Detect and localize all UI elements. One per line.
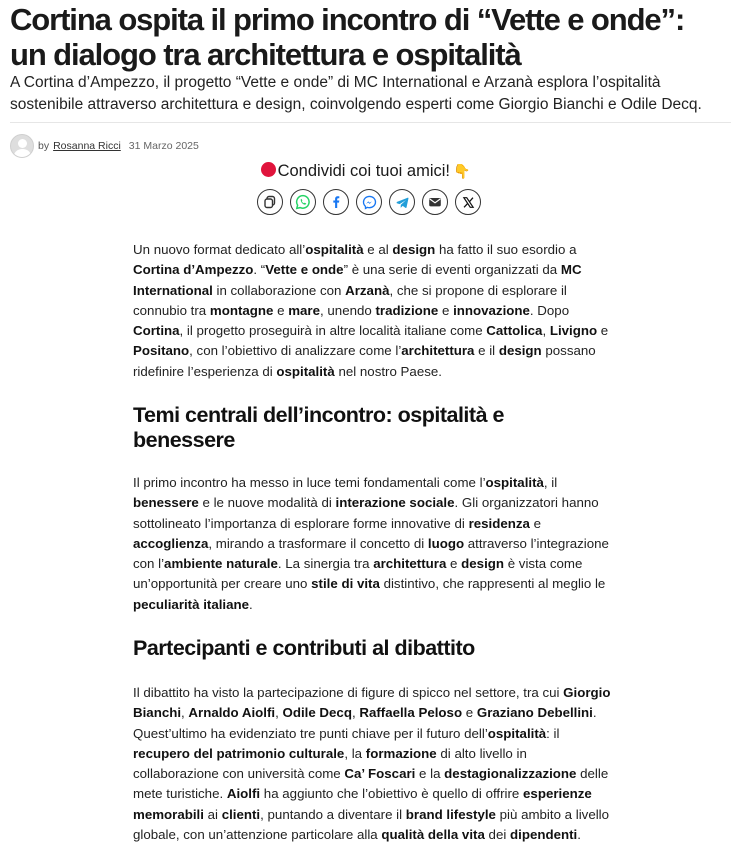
bold-term: Aiolfi	[226, 786, 261, 802]
share-heading	[0, 160, 731, 182]
bold-term: Odile Decq	[282, 705, 352, 721]
bold-term: Vette e onde	[265, 262, 344, 278]
bold-term: Livigno	[549, 323, 598, 339]
article-headline: Cortina ospita il primo incontro di “Vette e onde”: un dialogo tra architettura e ospitalità	[10, 2, 685, 72]
bold-term: qualità della vita	[381, 827, 485, 843]
byline	[10, 132, 199, 160]
x-icon	[462, 196, 475, 209]
bold-term: dipendenti	[510, 827, 578, 843]
whatsapp-icon	[295, 194, 311, 210]
bold-term: ospitalità	[305, 242, 364, 257]
bold-term: stile di vita	[311, 576, 380, 592]
bold-term: interazione sociale	[335, 495, 455, 511]
bold-term: Positano	[133, 343, 190, 359]
telegram-share-button[interactable]	[389, 189, 415, 215]
bold-term: design	[392, 242, 436, 257]
author-avatar-icon[interactable]	[10, 134, 34, 158]
bold-term: ambiente naturale	[164, 556, 278, 572]
email-share-button[interactable]	[422, 189, 448, 215]
bold-term: accoglienza	[133, 535, 209, 551]
bold-term: esperienze memorabili	[133, 786, 592, 822]
bold-term: ospitalità	[276, 363, 335, 379]
bold-term: innovazione	[453, 302, 530, 318]
bold-term: Ca’ Foscari	[344, 766, 416, 782]
copy-link-button[interactable]	[257, 189, 283, 215]
bold-term: Graziano Debellini	[476, 705, 593, 721]
publish-date: 31 Marzo 2025	[128, 140, 199, 152]
bold-term: Arnaldo Aiolfi	[188, 705, 276, 721]
bold-term: Giorgio Bianchi	[133, 685, 611, 721]
author-link[interactable]: Rosanna Ricci	[53, 140, 121, 152]
bold-term: brand lifestyle	[405, 806, 496, 822]
bold-term: Raffaella Peloso	[359, 705, 463, 721]
header-divider	[10, 122, 731, 123]
telegram-icon	[395, 195, 410, 210]
pointing-down-icon: 👇	[452, 163, 471, 179]
bold-term: mare	[288, 302, 321, 318]
section-heading-partecipanti: Partecipanti e contributi al dibattito	[133, 636, 475, 660]
facebook-icon	[329, 195, 343, 209]
bold-term: peculiarità italiane	[133, 596, 250, 612]
bold-term: ospitalità	[487, 725, 547, 741]
email-icon	[428, 195, 442, 209]
bold-term: tradizione	[375, 302, 439, 318]
bold-term: architettura	[401, 343, 475, 359]
bold-term: clienti	[221, 806, 261, 822]
article-paragraph-3: Il dibattito ha visto la partecipazione di figure di spicco nel settore, tra cui Giorgio Bianchi, Arnaldo Aiolfi, Odile Decq, Raffaella Peloso e Graziano Debellini. Quest’ultimo ha evidenziato tre punti chiave per il futuro dell’ospitalità: il recupero del patrimonio culturale, la formazione di alto livello in collaborazione con università come Ca’ Foscari e la destagionalizzazione delle mete turistiche. Aiolfi ha aggiunto che l’obiettivo è quello di offrire esperienze memorabili ai clienti, puntando a diventare il brand lifestyle più ambito a livello globale, con un’attenzione particolare alla qualità della vita dei dipendenti.	[133, 685, 611, 843]
article-paragraph-1: Un nuovo format dedicato all’ospitalità e al design ha fatto il suo esordio a Cortina d’Ampezzo. “Vette e onde” è una serie di eventi organizzati da MC International in collaborazione con Arzanà, che si propone di esplorare il connubio tra montagne e mare, unendo tradizione e innovazione. Dopo Cortina, il progetto proseguirà in altre località italiane come Cattolica, Livigno e Positano, con l’obiettivo di analizzare come l’architettura e il design possano ridefinire l’esperienza di ospitalità nel nostro Paese.	[133, 242, 609, 379]
bold-term: residenza	[468, 515, 530, 531]
article-paragraph-2: Il primo incontro ha messo in luce temi fondamentali come l’ospitalità, il benessere e le nuove modalità di interazione sociale. Gli organizzatori hanno sottolineato l’importanza di esplorare forme innovative di residenza e accoglienza, mirando a trasformare il concetto di luogo attraverso l’integrazione con l’ambiente naturale. La sinergia tra architettura e design è vista come un’opportunità per creare uno stile di vita distintivo, che rappresenti al meglio le peculiarità italiane.	[133, 475, 609, 612]
x-share-button[interactable]	[455, 189, 481, 215]
messenger-share-button[interactable]	[356, 189, 382, 215]
bold-term: formazione	[365, 745, 437, 761]
facebook-share-button[interactable]	[323, 189, 349, 215]
bold-term: MC International	[133, 262, 582, 298]
section-heading-temi-centrali: Temi centrali dell’incontro: ospitalità e benessere	[133, 403, 504, 452]
article-subheadline: A Cortina d’Ampezzo, il progetto “Vette e onde” di MC International e Arzanà esplora l’ospitalità sostenibile attraverso architettura e design, coinvolgendo esperti come Giorgio Bianchi e Odile Decq.	[10, 74, 702, 113]
bold-term: Cortina	[133, 323, 180, 339]
red-circle-icon	[261, 162, 276, 177]
messenger-icon	[362, 195, 377, 210]
bold-term: luogo	[427, 535, 465, 551]
bold-term: ospitalità	[485, 475, 544, 490]
whatsapp-share-button[interactable]	[290, 189, 316, 215]
bold-term: montagne	[209, 302, 274, 318]
share-title-text: Condividi coi tuoi amici!	[277, 162, 450, 180]
share-buttons	[257, 189, 481, 215]
bold-term: design	[461, 556, 505, 572]
bold-term: Cortina d’Ampezzo	[133, 262, 254, 278]
bold-term: design	[498, 343, 542, 359]
bold-term: Arzanà	[345, 282, 390, 298]
copy-icon	[263, 195, 277, 209]
bold-term: destagionalizzazione	[444, 766, 577, 782]
bold-term: architettura	[373, 556, 447, 572]
byline-prefix: by	[38, 140, 50, 152]
bold-term: recupero del patrimonio culturale	[133, 745, 345, 761]
bold-term: Cattolica	[486, 323, 543, 339]
bold-term: benessere	[133, 495, 199, 511]
